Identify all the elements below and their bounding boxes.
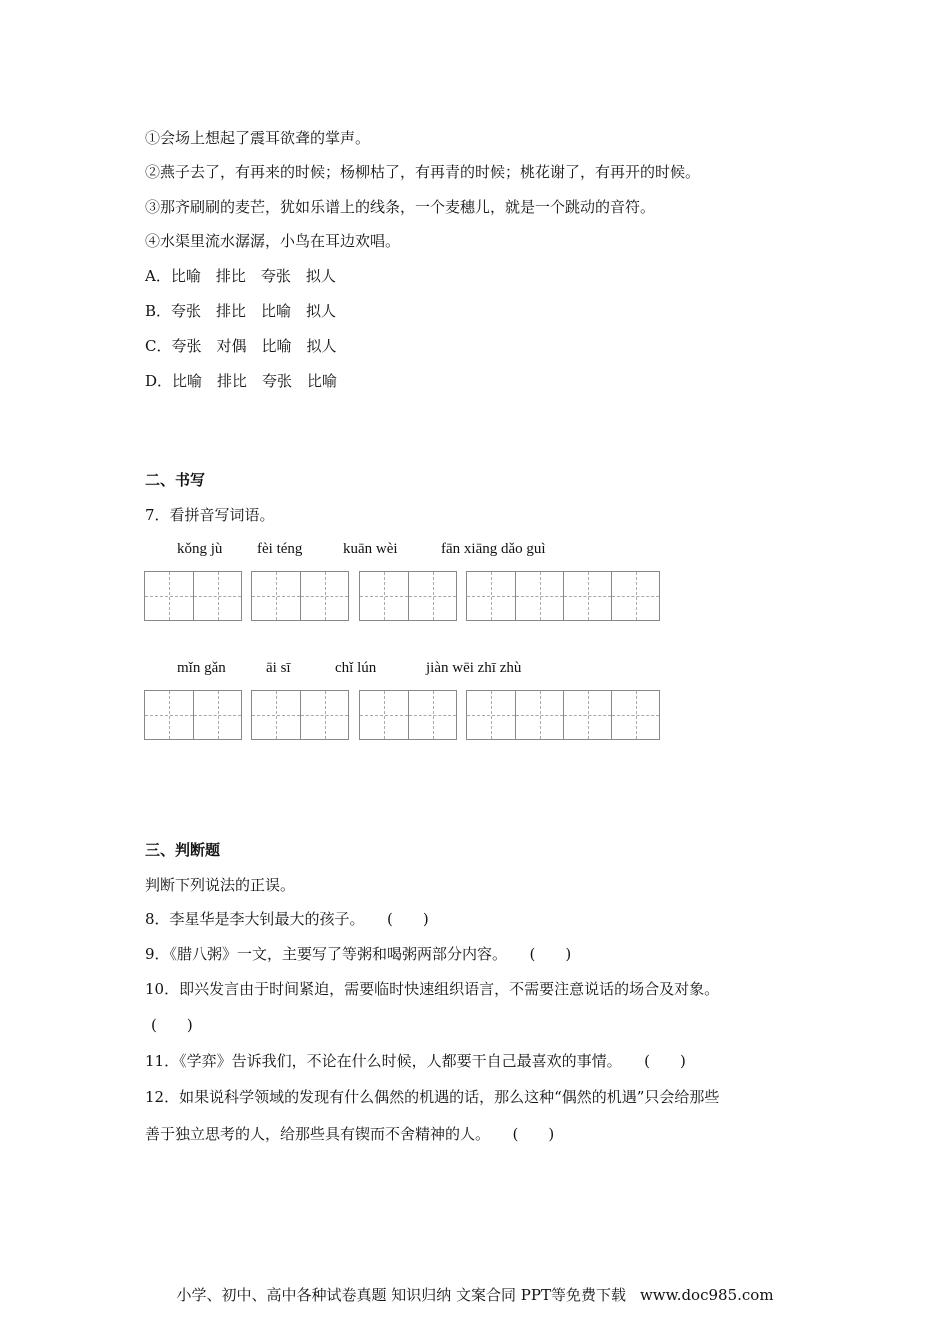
footer-link[interactable]: www.doc985.com [639, 1286, 774, 1304]
grid-cell[interactable] [611, 572, 659, 620]
footer [0, 1284, 950, 1305]
statement-2: ②燕子去了，有再来的时候；杨柳枯了，有再青的时候；桃花谢了，有再开的时候。 [145, 163, 701, 181]
statement-3: ③那齐刷刷的麦芒，犹如乐谱上的线条，一个麦穗儿，就是一个跳动的音符。 [145, 198, 656, 216]
grid-cell[interactable] [467, 691, 515, 739]
grid-cell[interactable] [515, 691, 563, 739]
pinyin-label: kǒng jù [177, 541, 223, 557]
pinyin-label: fèi téng [257, 541, 303, 557]
writing-grid[interactable] [466, 690, 660, 740]
grid-cell[interactable] [193, 691, 241, 739]
pinyin-label: jiàn wēi zhī zhù [426, 660, 522, 676]
question-12-line-2: 善于独立思考的人，给那些具有锲而不舍精神的人。 ( ) [145, 1125, 555, 1143]
writing-grid[interactable] [359, 571, 457, 621]
question-8: 8．李星华是李大钊最大的孩子。 ( ) [145, 910, 429, 928]
option-b: B．夸张 排比 比喻 拟人 [145, 302, 337, 320]
pinyin-label: mǐn gǎn [177, 660, 226, 676]
question-12-line-1: 12．如果说科学领域的发现有什么偶然的机遇的话，那么这种“偶然的机遇”只会给那些 [145, 1088, 720, 1106]
grid-cell[interactable] [563, 572, 611, 620]
grid-cell[interactable] [300, 691, 348, 739]
grid-cell[interactable] [252, 691, 300, 739]
writing-grid[interactable] [466, 571, 660, 621]
statement-4: ④水渠里流水潺潺，小鸟在耳边欢唱。 [145, 232, 401, 250]
pinyin-label: āi sī [266, 660, 291, 676]
writing-grid[interactable] [251, 571, 349, 621]
question-11: 11．《学弈》告诉我们，不论在什么时候，人都要干自己最喜欢的事情。 ( ) [145, 1052, 686, 1070]
option-a: A．比喻 排比 夸张 拟人 [145, 267, 336, 285]
grid-cell[interactable] [563, 691, 611, 739]
pinyin-label: chǐ lún [335, 660, 377, 676]
section-2-title: 二、书写 [145, 471, 206, 489]
grid-cell[interactable] [300, 572, 348, 620]
grid-cell[interactable] [408, 572, 456, 620]
pinyin-label: fān xiāng dǎo guì [441, 541, 546, 557]
grid-cell[interactable] [611, 691, 659, 739]
pinyin-label: kuān wèi [343, 541, 398, 557]
grid-cell[interactable] [360, 691, 408, 739]
grid-cell[interactable] [193, 572, 241, 620]
writing-grid[interactable] [144, 571, 242, 621]
writing-grid[interactable] [359, 690, 457, 740]
instruction: 判断下列说法的正误。 [145, 876, 296, 894]
grid-cell[interactable] [515, 572, 563, 620]
question-9: 9．《腊八粥》一文，主要写了等粥和喝粥两部分内容。 ( ) [145, 945, 572, 963]
grid-cell[interactable] [467, 572, 515, 620]
grid-cell[interactable] [360, 572, 408, 620]
grid-cell[interactable] [145, 691, 193, 739]
grid-cell[interactable] [408, 691, 456, 739]
section-3-title: 三、判断题 [145, 841, 221, 859]
grid-cell[interactable] [145, 572, 193, 620]
option-c: C．夸张 对偶 比喻 拟人 [145, 337, 337, 355]
footer-text: 小学、初中、高中各种试卷真题 知识归纳 文案合同 PPT等免费下载 [176, 1286, 626, 1304]
grid-cell[interactable] [252, 572, 300, 620]
question-7: 7．看拼音写词语。 [145, 506, 275, 524]
question-10: 10．即兴发言由于时间紧迫，需要临时快速组织语言，不需要注意说话的场合及对象。 [145, 980, 720, 998]
writing-grid[interactable] [144, 690, 242, 740]
answer-paren: ( ) [151, 1016, 193, 1034]
statement-1: ①会场上想起了震耳欲聋的掌声。 [145, 129, 371, 147]
writing-grid[interactable] [251, 690, 349, 740]
option-d: D．比喻 排比 夸张 比喻 [145, 372, 338, 390]
